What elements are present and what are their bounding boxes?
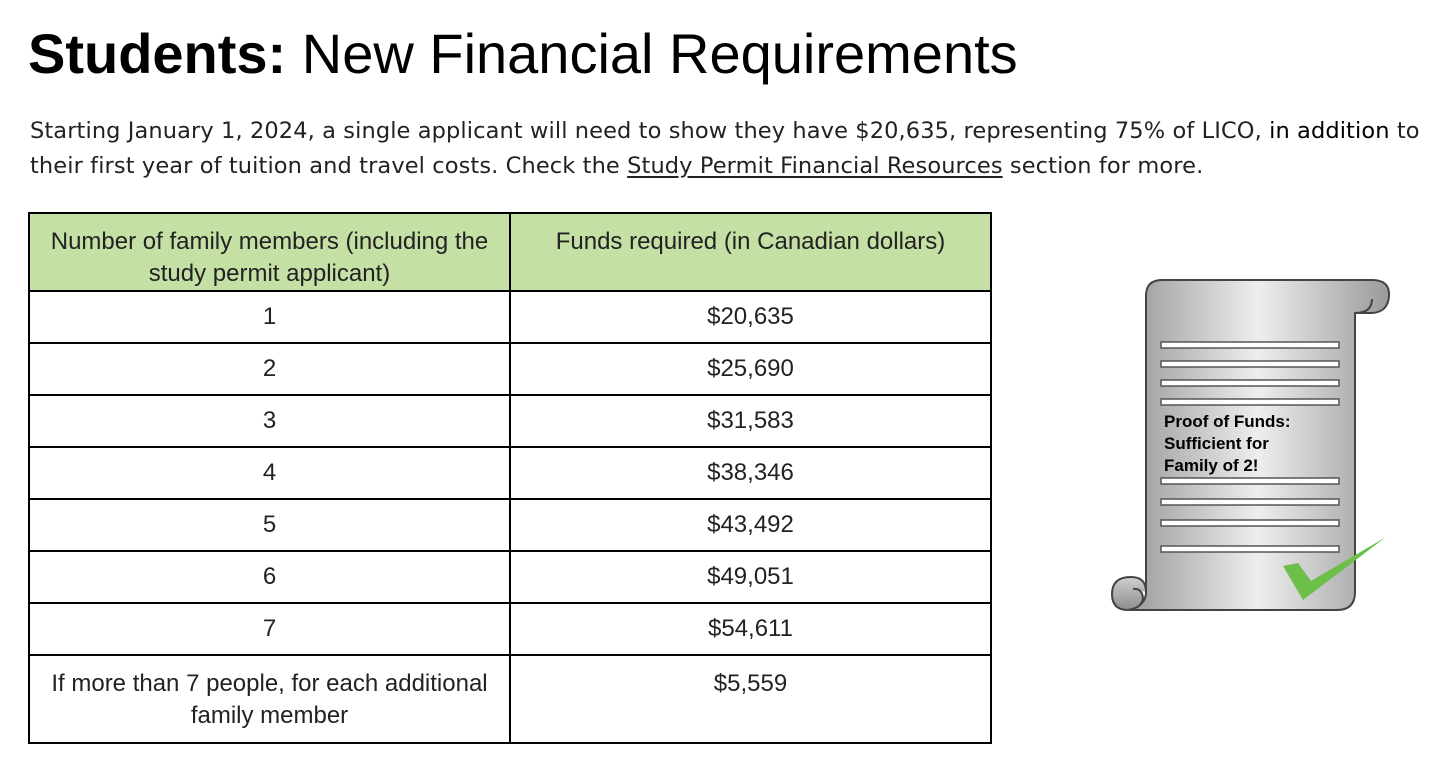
cell-funds: $38,346 xyxy=(510,447,991,499)
table-row xyxy=(29,655,991,743)
cell-funds: $43,492 xyxy=(510,499,991,551)
funds-table xyxy=(28,212,992,744)
intro-text-2: to their first year of tuition and travel costs. Check the xyxy=(30,118,1420,179)
table-row xyxy=(29,551,991,603)
cell-members: 4 xyxy=(29,447,510,499)
cell-members: 5 xyxy=(29,499,510,551)
cell-funds: $54,611 xyxy=(510,603,991,655)
page-title-bold: Students: xyxy=(28,22,287,85)
table-row xyxy=(29,291,991,343)
table-header-row xyxy=(29,213,991,291)
cell-funds: $49,051 xyxy=(510,551,991,603)
cell-funds: $25,690 xyxy=(510,343,991,395)
page-title xyxy=(28,20,1018,88)
page-title-rest: New Financial Requirements xyxy=(301,22,1018,85)
scroll-text-line3: Family of 2! xyxy=(1164,456,1259,475)
table-row xyxy=(29,395,991,447)
intro-emphasis: in addition xyxy=(1269,118,1390,144)
table-row xyxy=(29,447,991,499)
cell-members: 7 xyxy=(29,603,510,655)
table-row xyxy=(29,603,991,655)
cell-members: 6 xyxy=(29,551,510,603)
cell-funds: $31,583 xyxy=(510,395,991,447)
table-row xyxy=(29,343,991,395)
cell-members: 2 xyxy=(29,343,510,395)
header-funds-required: Funds required (in Canadian dollars) xyxy=(510,213,991,291)
study-permit-financial-resources-link[interactable]: Study Permit Financial Resources xyxy=(627,153,1003,179)
table-row xyxy=(29,499,991,551)
scroll-text xyxy=(1164,411,1334,477)
intro-paragraph xyxy=(30,114,1425,184)
intro-text-1: Starting January 1, 2024, a single applicant will need to show they have $20,635, representing 75% of LICO, xyxy=(30,118,1270,144)
intro-text-3: section for more. xyxy=(1002,153,1204,179)
scroll-text-line2: Sufficient for xyxy=(1164,434,1269,453)
cell-members: 1 xyxy=(29,291,510,343)
scroll-text-line1: Proof of Funds: xyxy=(1164,412,1291,431)
cell-funds: $20,635 xyxy=(510,291,991,343)
cell-members: If more than 7 people, for each additional family member xyxy=(29,655,510,743)
scroll-curl xyxy=(1112,577,1146,610)
cell-members: 3 xyxy=(29,395,510,447)
cell-funds: $5,559 xyxy=(510,655,991,743)
header-family-members: Number of family members (including the study permit applicant) xyxy=(29,213,510,291)
